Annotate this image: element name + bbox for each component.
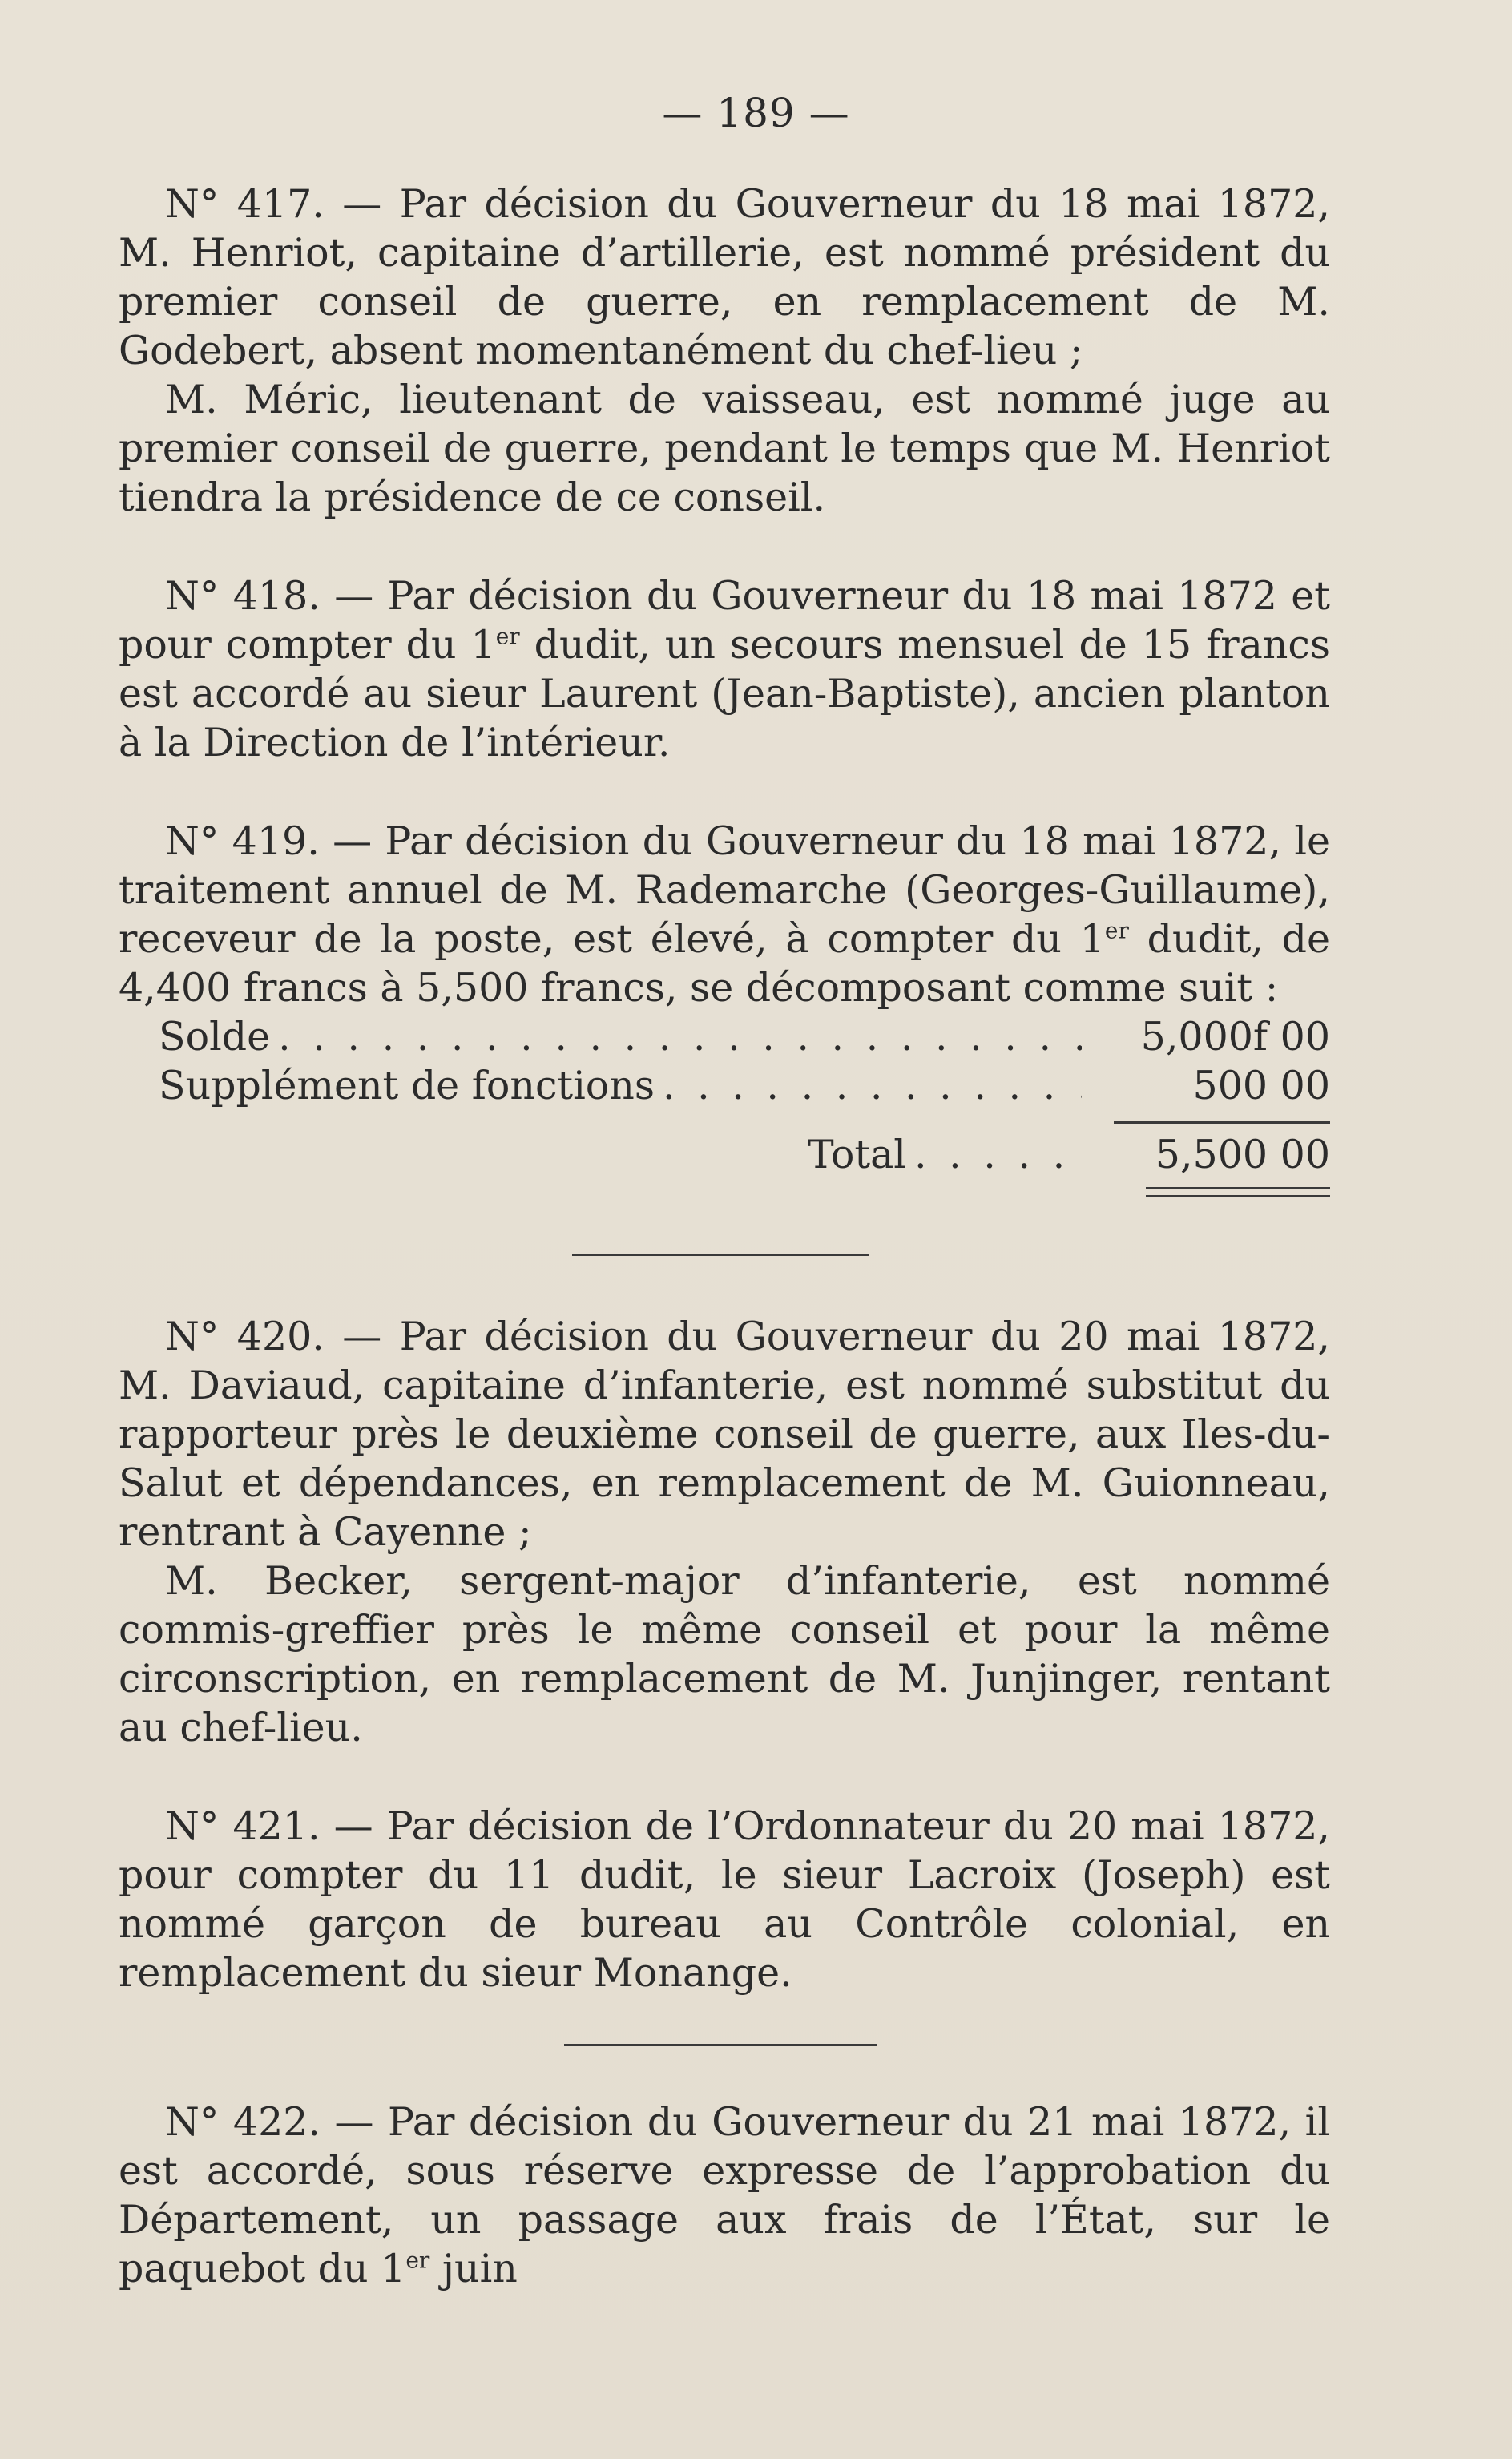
- decision-420-paragraph-1: N° 420. — Par décision du Gouverneur du 20 mai 1872, M. Daviaud, capitaine d’infanterie, est nommé substitut du rapporteur près le deuxième conseil de guerre, aux Iles-du-Salut et dépendances, en remplacement de M. Guionneau, rentrant à Cayenne ;: [119, 1314, 1330, 1555]
- decision-417-paragraph-2: M. Méric, lieutenant de vaisseau, est nommé juge au premier conseil de guerre, pendant le temps que M. Henriot tiendra la présidence de ce conseil.: [119, 377, 1330, 520]
- document-body: [119, 180, 1330, 2293]
- dot-leader: [278, 1012, 1082, 1061]
- decision-421: N° 421. — Par décision de l’Ordonnateur du 20 mai 1872, pour compter du 11 dudit, le sieur Lacroix (Joseph) est nommé garçon de bureau au Contrôle colonial, en remplacement du sieur Monange.: [119, 1803, 1330, 1996]
- decision-420-paragraph-2: M. Becker, sergent-major d’infanterie, est nommé commis-greffier près le même conseil et pour la même circonscription, en remplacement de M. Junjinger, rentant au chef-lieu.: [119, 1558, 1330, 1750]
- decision-418: N° 418. — Par décision du Gouverneur du 18 mai 1872 et pour compter du 1er dudit, un secours mensuel de 15 francs est accordé au sieur Laurent (Jean-Baptiste), ancien planton à la Direction de l’intérieur.: [119, 573, 1330, 765]
- section-separator: [564, 2044, 877, 2046]
- total-rule: [1114, 1121, 1330, 1124]
- salary-row-supplement: Supplément de fonctions . . . 500 00: [119, 1061, 1330, 1110]
- dot-leader: [914, 1130, 1082, 1179]
- decision-419: N° 419. — Par décision du Gouverneur du 18 mai 1872, le traitement annuel de M. Rademarche (Georges-Guillaume), receveur de la poste, est élevé, à compter du 1er dudit, de 4,400 francs à 5,500 francs, se décomposant comme suit :: [119, 818, 1330, 1011]
- total-double-rule: [1146, 1187, 1330, 1197]
- decision-422: N° 422. — Par décision du Gouverneur du 21 mai 1872, il est accordé, sous réserve expresse de l’approbation du Département, un passage aux frais de l’État, sur le paquebot du 1er juin: [119, 2099, 1330, 2291]
- decision-417-paragraph-1: N° 417. — Par décision du Gouverneur du 18 mai 1872, M. Henriot, capitaine d’artillerie, est nommé président du premier conseil de guerre, en remplacement de M. Godebert, absent momentanément du chef-lieu ;: [119, 181, 1330, 373]
- section-separator: [572, 1254, 869, 1256]
- page-number: — 189 —: [662, 90, 850, 136]
- salary-row-solde: Solde . . . 5,000f 00: [119, 1012, 1330, 1061]
- salary-row-total: Total . . . 5,500 00: [119, 1130, 1330, 1179]
- dot-leader: [663, 1061, 1082, 1110]
